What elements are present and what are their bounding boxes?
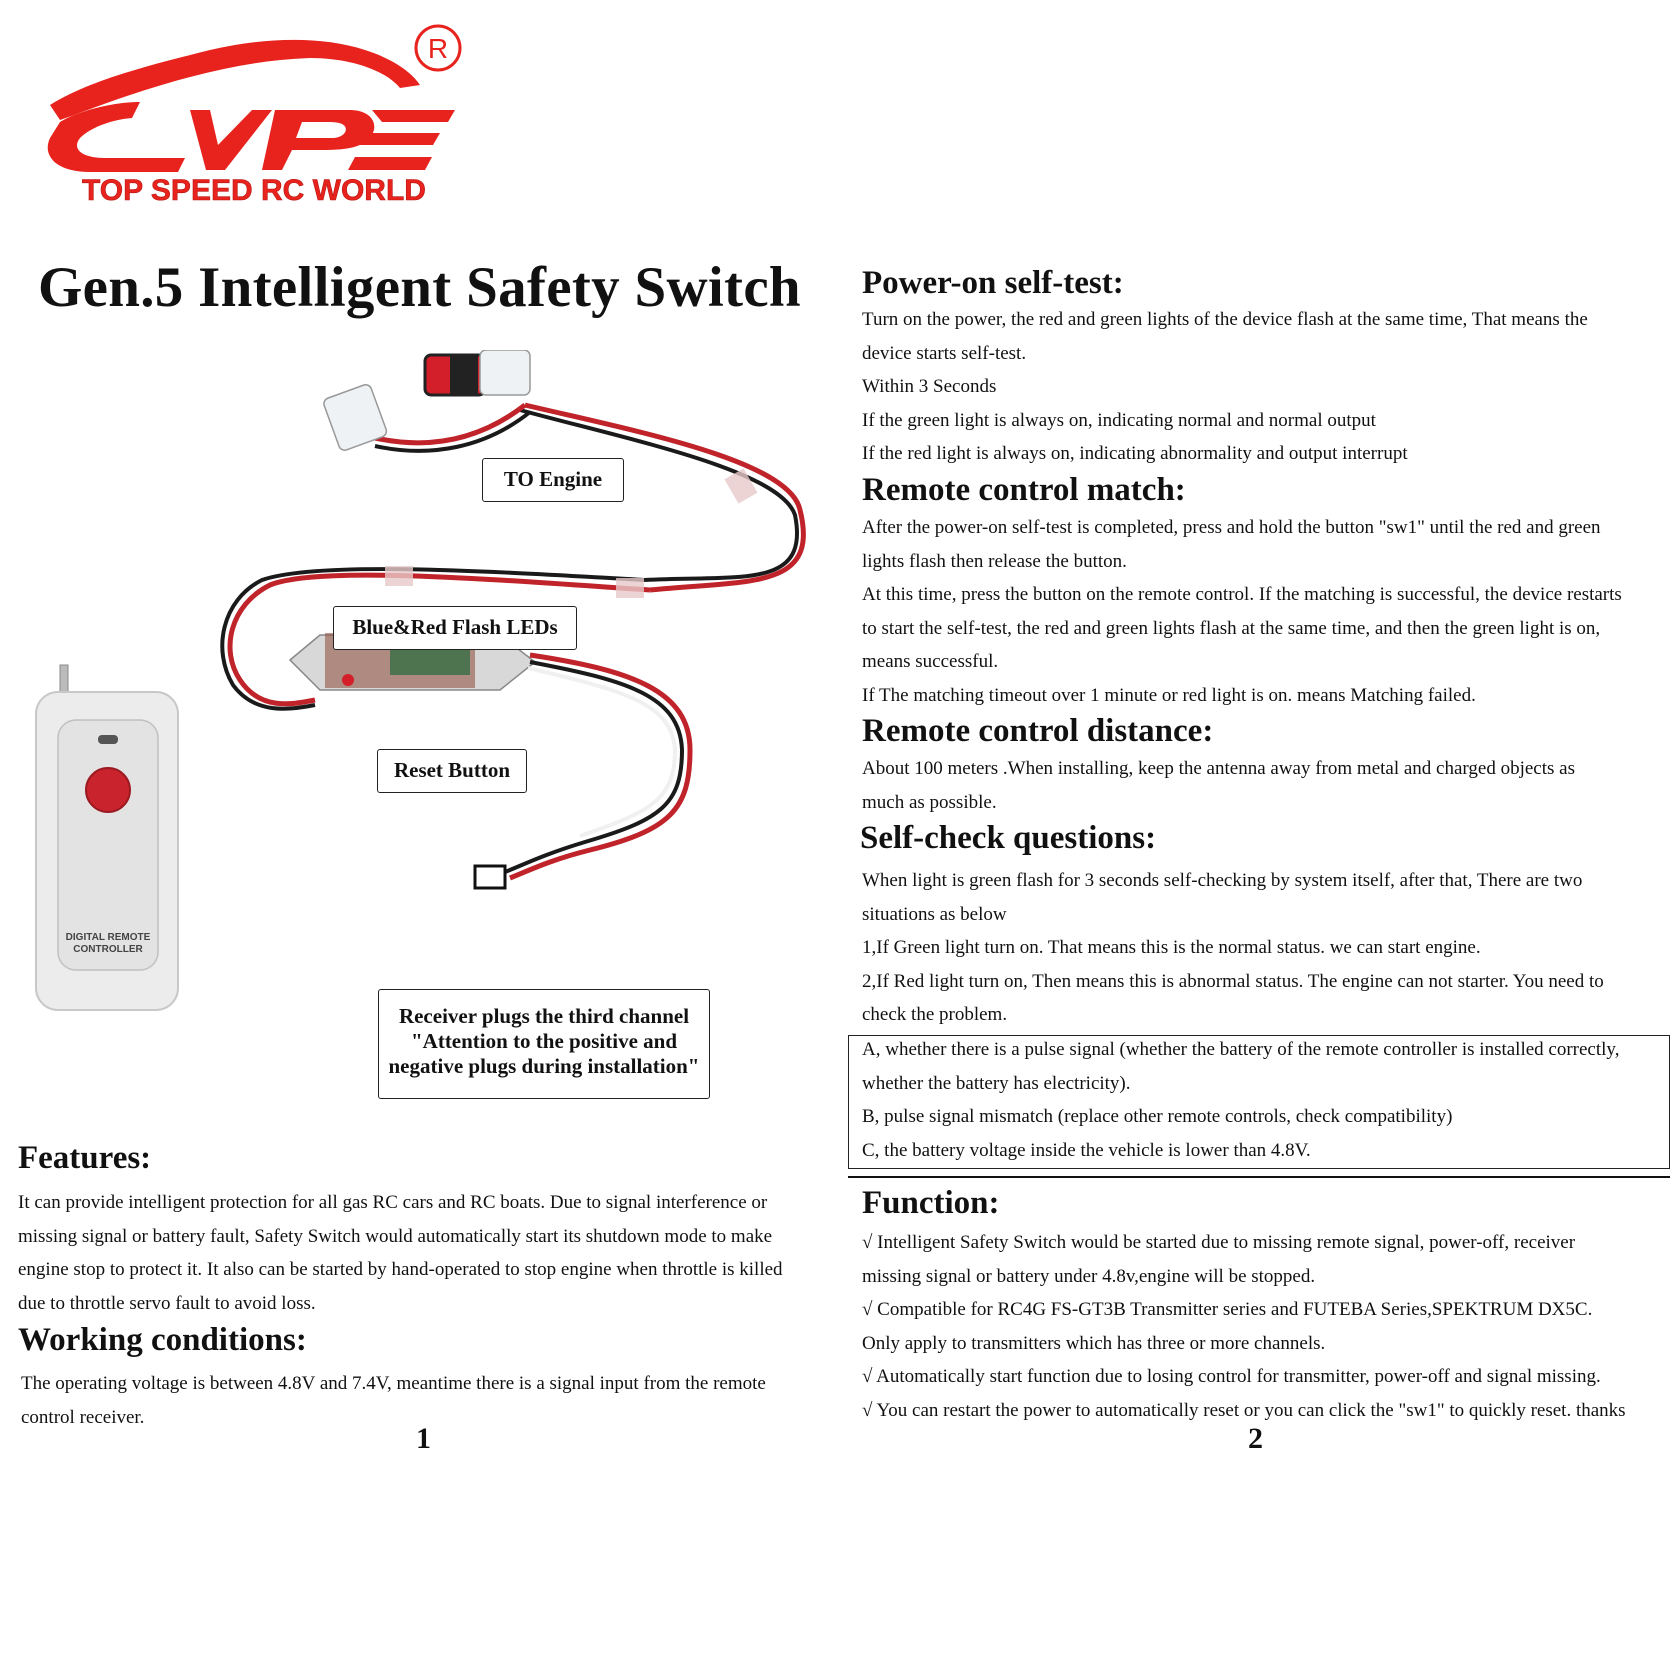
features-line: missing signal or battery fault, Safety Switch would automatically start its shutdown mode to make [18,1225,773,1247]
selfcheck-heading: Self-check questions: [860,820,1157,856]
remote-text-line1: DIGITAL REMOTE [65,932,151,943]
selftest-line: If the red light is always on, indicating abnormality and output interrupt [862,443,1408,464]
remote-text-line2: CONTROLLER [73,944,143,955]
registered-mark: R [427,33,449,64]
selftest-heading: Power-on self-test: [862,265,1124,301]
selftest-line: Within 3 Seconds [862,376,997,397]
product-diagram [30,350,820,1110]
function-line: √ Intelligent Safety Switch would be started due to missing remote signal, power-off, receiver [862,1232,1576,1253]
car-logo-icon [20,10,470,210]
match-line: means successful. [862,651,999,672]
match-line: If The matching timeout over 1 minute or red light is on. means Matching failed. [862,684,1476,706]
distance-line: About 100 meters .When installing, keep the antenna away from metal and charged objects as [862,758,1575,779]
receiver-line-3: negative plugs during installation" [388,1054,700,1079]
label-receiver [378,989,710,1099]
working-heading: Working conditions: [18,1322,307,1358]
selftest-line: device starts self-test. [862,342,1027,364]
reset-button-icon [342,674,354,686]
selftest-line: Turn on the power, the red and green lights of the device flash at the same time, That means the [862,309,1588,330]
selfcheck-line: When light is green flash for 3 seconds self-checking by system itself, after that, There are two [862,870,1583,891]
brand-logo [20,10,470,210]
distance-line: much as possible. [862,791,997,813]
checks-text [862,1033,1670,1167]
working-line: The operating voltage is between 4.8V and 7.4V, meantime there is a signal input from the remote [21,1373,766,1394]
receiver-line-2: "Attention to the positive and [411,1029,677,1054]
match-heading: Remote control match: [862,472,1186,508]
function-heading: Function: [862,1185,1000,1221]
divider [848,1176,1670,1178]
selfcheck-line: check the problem. [862,1004,1008,1025]
distance-heading: Remote control distance: [862,713,1214,749]
function-line: missing signal or battery under 4.8v,engine will be stopped. [862,1265,1316,1287]
function-line: √ You can restart the power to automatically reset or you can click the "sw1" to quickly reset. thanks [862,1399,1626,1421]
working-text [21,1367,841,1434]
selftest-line: If the green light is always on, indicating normal and normal output [862,409,1376,431]
working-line: control receiver. [21,1406,145,1428]
function-line: √ Automatically start function due to losing control for transmitter, power-off and signal missing. [862,1366,1601,1387]
check-line: C, the battery voltage inside the vehicle is lower than 4.8V. [862,1139,1311,1161]
features-line: It can provide intelligent protection for all gas RC cars and RC boats. Due to signal interference or [18,1192,768,1213]
selfcheck-text [862,864,1670,1032]
selftest-text [862,303,1670,471]
page-number-1: 1 [416,1422,431,1455]
selfcheck-line: 1,If Green light turn on. That means this is the normal status. we can start engine. [862,937,1481,958]
function-line: Only apply to transmitters which has three or more channels. [862,1332,1326,1354]
selfcheck-line: 2,If Red light turn on, Then means this is abnormal status. The engine can not starter. You need to [862,970,1604,992]
receiver-line-1: Receiver plugs the third channel [398,1004,690,1028]
remote-button-icon [86,768,130,812]
features-text [18,1186,838,1320]
function-line: √ Compatible for RC4G FS-GT3B Transmitter series and FUTEBA Series,SPEKTRUM DX5C. [862,1299,1593,1320]
features-line: due to throttle servo fault to avoid loss. [18,1292,316,1314]
selfcheck-line: situations as below [862,903,1007,925]
remote-controller [36,665,178,1010]
logo-text: TOP SPEED RC WORLD [82,174,426,207]
label-flash-leds: Blue&Red Flash LEDs [333,606,577,650]
label-reset-button: Reset Button [377,749,527,793]
features-line: engine stop to protect it. It also can be started by hand-operated to stop engine when throttle is killed [18,1259,783,1280]
match-line: lights flash then release the button. [862,550,1127,572]
match-line: At this time, press the button on the remote control. If the matching is successful, the device restarts [862,584,1622,605]
check-line: whether the battery has electricity). [862,1072,1131,1094]
match-line: After the power-on self-test is completed, press and hold the button "sw1" until the red and green [862,517,1601,538]
page-number-2: 2 [1248,1422,1263,1455]
receiver-plug [475,866,505,888]
distance-text [862,752,1670,819]
function-text [862,1226,1670,1427]
match-text [862,511,1670,712]
features-heading: Features: [18,1140,152,1176]
label-to-engine: TO Engine [482,458,624,502]
match-line: to start the self-test, the red and green lights flash at the same time, and then the green light is on, [862,617,1601,639]
check-line: A, whether there is a pulse signal (whether the battery of the remote controller is installed correctly, [862,1039,1620,1060]
page-title: Gen.5 Intelligent Safety Switch [38,256,801,319]
check-line: B, pulse signal mismatch (replace other remote controls, check compatibility) [862,1106,1453,1127]
